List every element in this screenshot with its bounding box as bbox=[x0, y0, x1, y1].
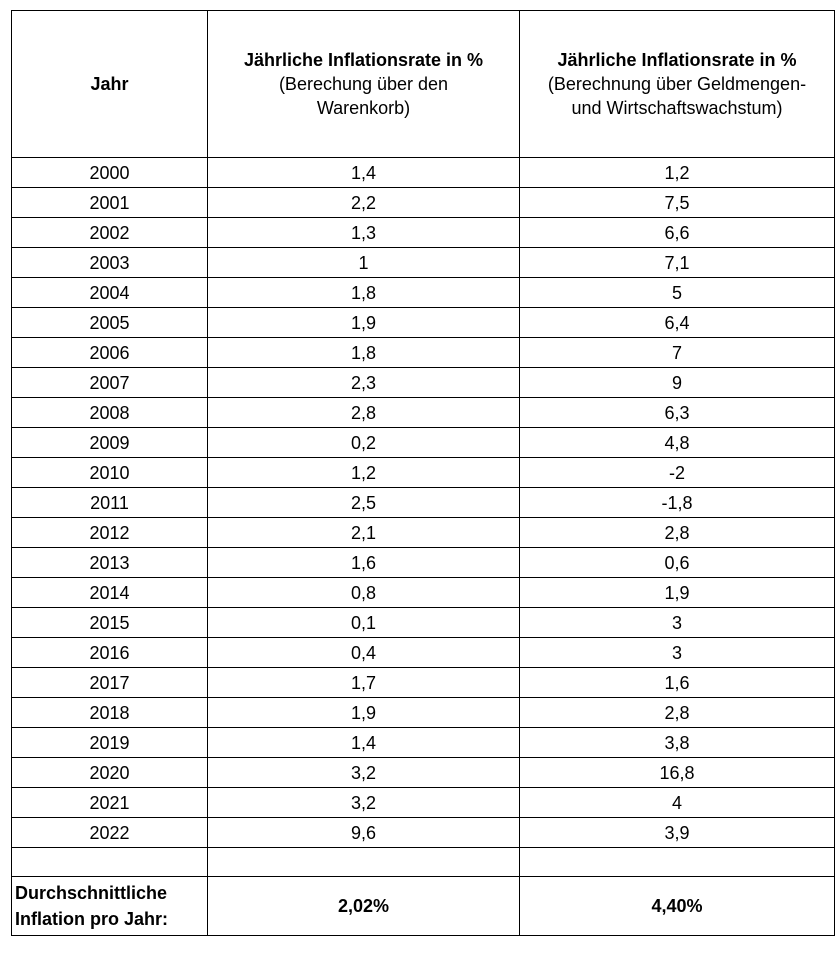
warenkorb-cell[interactable]: 3,2 bbox=[208, 788, 520, 818]
year-cell[interactable]: 2008 bbox=[12, 398, 208, 428]
average-geldmenge-cell[interactable]: 4,40% bbox=[520, 877, 835, 936]
year-cell[interactable]: 2003 bbox=[12, 248, 208, 278]
table-row bbox=[12, 758, 835, 788]
table-row bbox=[12, 608, 835, 638]
geldmenge-cell[interactable]: 7,5 bbox=[520, 188, 835, 218]
geldmenge-cell[interactable]: 1,6 bbox=[520, 668, 835, 698]
year-cell[interactable]: 2011 bbox=[12, 488, 208, 518]
geldmenge-cell[interactable]: 7 bbox=[520, 338, 835, 368]
geldmenge-cell[interactable]: 9 bbox=[520, 368, 835, 398]
table-row bbox=[12, 518, 835, 548]
year-cell[interactable]: 2010 bbox=[12, 458, 208, 488]
table-row bbox=[12, 668, 835, 698]
inflation-table bbox=[11, 10, 835, 936]
table-row bbox=[12, 638, 835, 668]
warenkorb-cell[interactable]: 0,4 bbox=[208, 638, 520, 668]
table-row bbox=[12, 338, 835, 368]
header-jahr[interactable] bbox=[12, 11, 208, 158]
table-row bbox=[12, 218, 835, 248]
warenkorb-cell[interactable]: 1 bbox=[208, 248, 520, 278]
geldmenge-cell[interactable]: 3 bbox=[520, 608, 835, 638]
year-cell[interactable]: 2012 bbox=[12, 518, 208, 548]
year-cell[interactable]: 2017 bbox=[12, 668, 208, 698]
geldmenge-cell[interactable]: 3,8 bbox=[520, 728, 835, 758]
geldmenge-cell[interactable]: 6,6 bbox=[520, 218, 835, 248]
warenkorb-cell[interactable]: 1,8 bbox=[208, 278, 520, 308]
table-row bbox=[12, 398, 835, 428]
warenkorb-cell[interactable]: 0,1 bbox=[208, 608, 520, 638]
geldmenge-cell[interactable]: 16,8 bbox=[520, 758, 835, 788]
geldmenge-cell[interactable]: 1,2 bbox=[520, 158, 835, 188]
geldmenge-cell[interactable]: 3,9 bbox=[520, 818, 835, 848]
geldmenge-cell[interactable]: 3 bbox=[520, 638, 835, 668]
empty-row bbox=[12, 848, 835, 877]
table-row bbox=[12, 248, 835, 278]
warenkorb-cell[interactable]: 2,8 bbox=[208, 398, 520, 428]
header-jahr-label: Jahr bbox=[90, 74, 129, 94]
header-warenkorb-sub1: (Berechung über den bbox=[278, 74, 449, 94]
geldmenge-cell[interactable]: 6,4 bbox=[520, 308, 835, 338]
year-cell[interactable]: 2018 bbox=[12, 698, 208, 728]
header-geldmenge-sub1: (Berechnung über Geldmengen- bbox=[547, 74, 807, 94]
table-body bbox=[12, 158, 835, 848]
year-cell[interactable]: 2005 bbox=[12, 308, 208, 338]
warenkorb-cell[interactable]: 2,3 bbox=[208, 368, 520, 398]
year-cell[interactable]: 2020 bbox=[12, 758, 208, 788]
warenkorb-cell[interactable]: 2,2 bbox=[208, 188, 520, 218]
year-cell[interactable]: 2022 bbox=[12, 818, 208, 848]
warenkorb-cell[interactable]: 1,4 bbox=[208, 728, 520, 758]
warenkorb-cell[interactable]: 1,9 bbox=[208, 698, 520, 728]
year-cell[interactable]: 2021 bbox=[12, 788, 208, 818]
table-row bbox=[12, 188, 835, 218]
header-geldmenge-title: Jährliche Inflationsrate in % bbox=[557, 50, 797, 70]
year-cell[interactable]: 2014 bbox=[12, 578, 208, 608]
table-row bbox=[12, 788, 835, 818]
year-cell[interactable]: 2007 bbox=[12, 368, 208, 398]
geldmenge-cell[interactable]: 6,3 bbox=[520, 398, 835, 428]
average-label-line1: Durchschnittliche bbox=[15, 883, 168, 903]
warenkorb-cell[interactable]: 3,2 bbox=[208, 758, 520, 788]
table-row bbox=[12, 488, 835, 518]
year-cell[interactable]: 2002 bbox=[12, 218, 208, 248]
table-row bbox=[12, 578, 835, 608]
table-row bbox=[12, 698, 835, 728]
geldmenge-cell[interactable]: -1,8 bbox=[520, 488, 835, 518]
year-cell[interactable]: 2009 bbox=[12, 428, 208, 458]
empty-cell[interactable] bbox=[208, 848, 520, 877]
average-label-cell[interactable] bbox=[12, 877, 208, 936]
table-row bbox=[12, 818, 835, 848]
warenkorb-cell[interactable]: 1,8 bbox=[208, 338, 520, 368]
geldmenge-cell[interactable]: -2 bbox=[520, 458, 835, 488]
year-cell[interactable]: 2016 bbox=[12, 638, 208, 668]
warenkorb-cell[interactable]: 0,8 bbox=[208, 578, 520, 608]
warenkorb-cell[interactable]: 9,6 bbox=[208, 818, 520, 848]
table-row bbox=[12, 458, 835, 488]
table-row bbox=[12, 278, 835, 308]
geldmenge-cell[interactable]: 4 bbox=[520, 788, 835, 818]
warenkorb-cell[interactable]: 1,3 bbox=[208, 218, 520, 248]
warenkorb-cell[interactable]: 0,2 bbox=[208, 428, 520, 458]
average-label-line2: Inflation pro Jahr: bbox=[15, 909, 168, 929]
year-cell[interactable]: 2019 bbox=[12, 728, 208, 758]
warenkorb-cell[interactable]: 1,4 bbox=[208, 158, 520, 188]
year-cell[interactable]: 2013 bbox=[12, 548, 208, 578]
empty-cell[interactable] bbox=[12, 848, 208, 877]
table-row bbox=[12, 728, 835, 758]
geldmenge-cell[interactable]: 2,8 bbox=[520, 698, 835, 728]
table-row bbox=[12, 548, 835, 578]
spreadsheet-sheet bbox=[11, 10, 834, 936]
warenkorb-cell[interactable]: 2,1 bbox=[208, 518, 520, 548]
header-warenkorb-title: Jährliche Inflationsrate in % bbox=[243, 50, 484, 70]
geldmenge-cell[interactable]: 0,6 bbox=[520, 548, 835, 578]
year-cell[interactable]: 2006 bbox=[12, 338, 208, 368]
table-row bbox=[12, 368, 835, 398]
warenkorb-cell[interactable]: 1,9 bbox=[208, 308, 520, 338]
warenkorb-cell[interactable]: 1,6 bbox=[208, 548, 520, 578]
year-cell[interactable]: 2015 bbox=[12, 608, 208, 638]
header-geldmenge-sub2: und Wirtschaftswachstum) bbox=[571, 98, 783, 118]
average-warenkorb-cell[interactable]: 2,02% bbox=[208, 877, 520, 936]
geldmenge-cell[interactable]: 5 bbox=[520, 278, 835, 308]
geldmenge-cell[interactable]: 7,1 bbox=[520, 248, 835, 278]
warenkorb-cell[interactable]: 2,5 bbox=[208, 488, 520, 518]
table-row bbox=[12, 308, 835, 338]
warenkorb-cell[interactable]: 1,2 bbox=[208, 458, 520, 488]
average-row bbox=[12, 877, 835, 936]
header-geldmenge[interactable] bbox=[520, 11, 835, 158]
table-row bbox=[12, 158, 835, 188]
year-cell[interactable]: 2000 bbox=[12, 158, 208, 188]
header-warenkorb-sub2: Warenkorb) bbox=[316, 98, 411, 118]
year-cell[interactable]: 2001 bbox=[12, 188, 208, 218]
geldmenge-cell[interactable]: 1,9 bbox=[520, 578, 835, 608]
header-warenkorb[interactable] bbox=[208, 11, 520, 158]
warenkorb-cell[interactable]: 1,7 bbox=[208, 668, 520, 698]
geldmenge-cell[interactable]: 4,8 bbox=[520, 428, 835, 458]
geldmenge-cell[interactable]: 2,8 bbox=[520, 518, 835, 548]
empty-cell[interactable] bbox=[520, 848, 835, 877]
table-row bbox=[12, 428, 835, 458]
year-cell[interactable]: 2004 bbox=[12, 278, 208, 308]
header-row bbox=[12, 11, 835, 158]
